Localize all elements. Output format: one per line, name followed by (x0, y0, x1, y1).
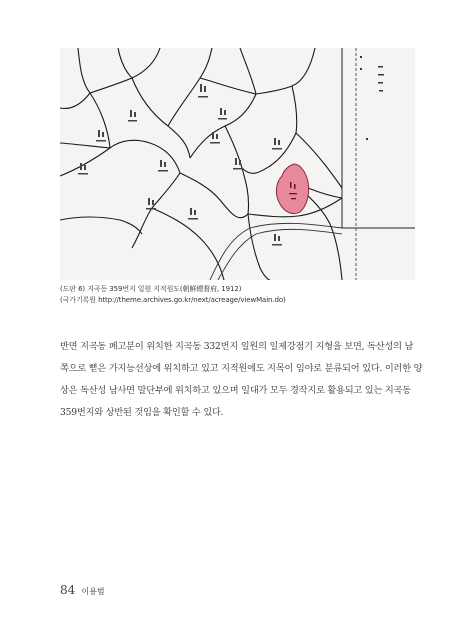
map-background (60, 48, 415, 280)
caption-line-source: (국가기록원 http://theme.archives.go.kr/next/acreage/viewMain.do) (60, 296, 286, 304)
body-line: 상은 독산성 남사면 말단부에 위치하고 있으며 일대가 모두 경작지로 활용되고 있는 지곡동 (60, 385, 411, 396)
caption-line-title: (도판 6) 지곡동 359번지 일원 지적원도(朝鮮總督府, 1912) (60, 285, 242, 293)
body-line: 반면 지곡동 폐고분이 위치한 지곡동 332번지 일원의 일제강점기 지형을 보면, 독산성의 남 (60, 341, 414, 352)
body-paragraph (60, 336, 423, 424)
body-line: 쪽으로 뻗은 가지능선상에 위치하고 있고 지적원에도 지목이 임야로 분류되어 있다. 이러한 양 (60, 363, 423, 374)
cadastral-map (60, 48, 415, 280)
cadastral-map-figure (60, 48, 415, 280)
figure-caption (60, 284, 420, 306)
author-name: 이용범 (81, 587, 105, 596)
body-line: 359번지와 상반된 것임을 확인할 수 있다. (60, 407, 224, 418)
page-number: 84 (60, 583, 76, 597)
page-footer (60, 583, 105, 597)
